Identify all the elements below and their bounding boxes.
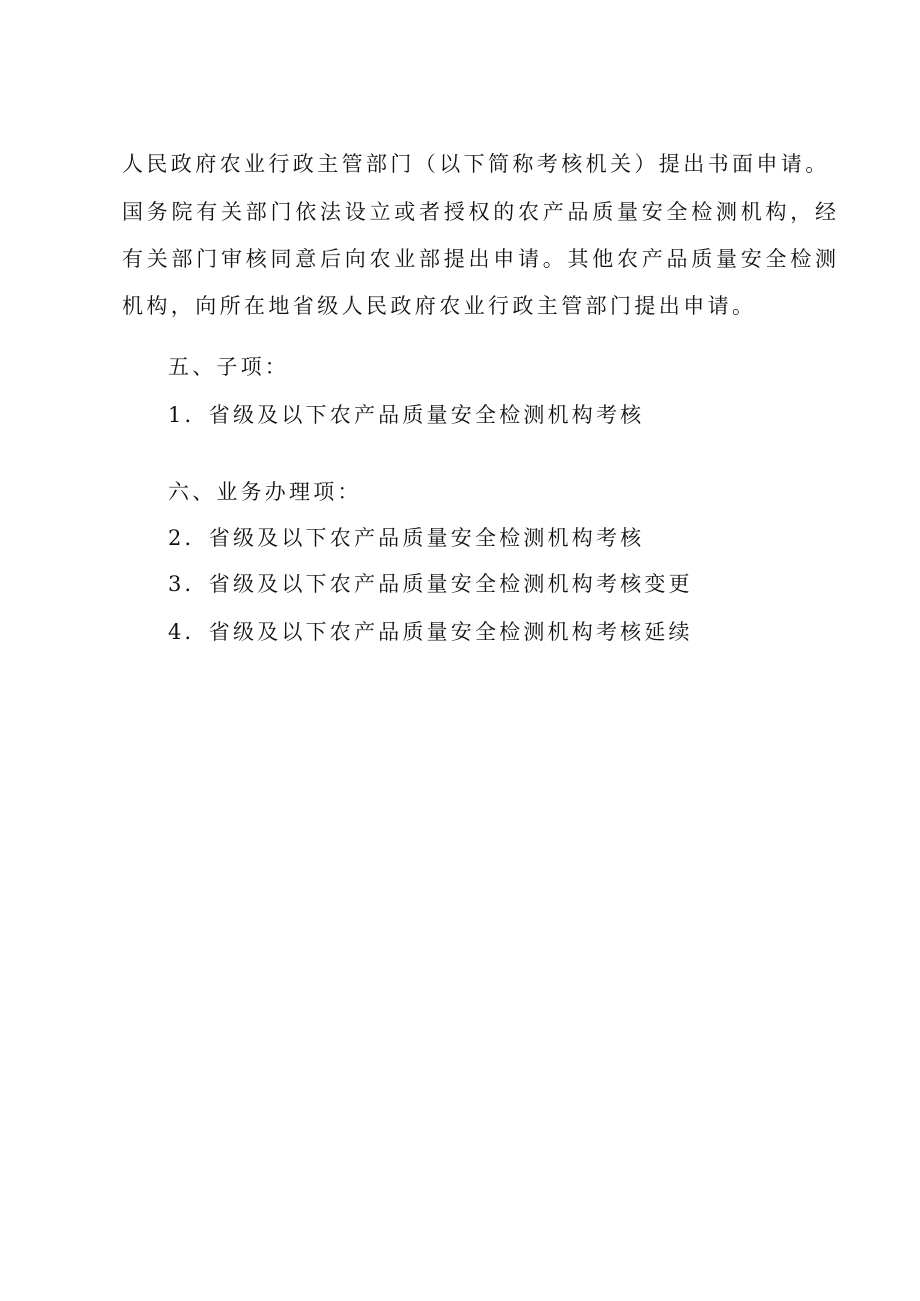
section-six-heading: 六、业务办理项： (168, 480, 362, 504)
business-item-3: 3．省级及以下农产品质量安全检测机构考核变更 (168, 572, 693, 596)
section-five-heading: 五、子项： (168, 355, 289, 379)
subitem-1: 1．省级及以下农产品质量安全检测机构考核 (168, 403, 645, 427)
paragraph-line: 机构，向所在地省级人民政府农业行政主管部门提出申请。 (122, 294, 757, 318)
business-item-2: 2．省级及以下农产品质量安全检测机构考核 (168, 526, 645, 550)
paragraph-line: 有关部门审核同意后向农业部提出申请。其他农产品质量安全检测 (122, 247, 840, 271)
paragraph-line: 人民政府农业行政主管部门（以下简称考核机关）提出书面申请。 (122, 152, 830, 176)
business-item-4: 4．省级及以下农产品质量安全检测机构考核延续 (168, 620, 693, 644)
paragraph-line: 国务院有关部门依法设立或者授权的农产品质量安全检测机构，经 (122, 200, 840, 224)
